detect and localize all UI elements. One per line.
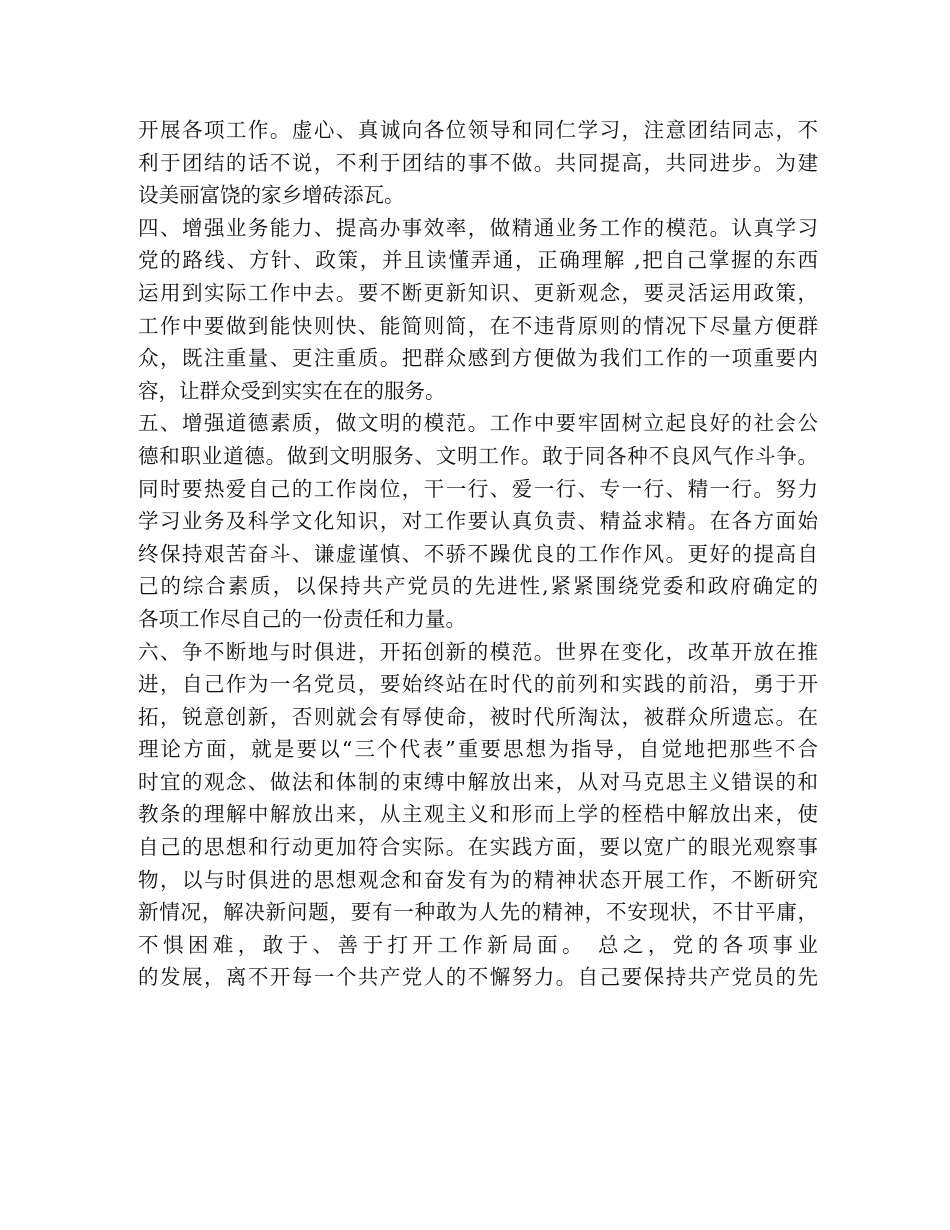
text-line: 开展各项工作。虚心、真诚向各位领导和同仁学习，注意团结同志，不 — [138, 118, 818, 142]
text-line: 进，自己作为一名党员，要始终站在时代的前列和实践的前沿，勇于开 — [138, 672, 818, 697]
text-line: 不惧困难，敢于、善于打开工作新局面。 总之，党的各项事业 — [138, 932, 818, 957]
text-line: 德和职业道德。做到文明服务、文明工作。敢于同各种不良风气作斗争。 — [138, 443, 818, 468]
text-line: 五、增强道德素质，做文明的模范。工作中要牢固树立起良好的社会公 — [138, 411, 818, 436]
document-body — [138, 114, 818, 994]
text-line: 时宜的观念、做法和体制的束缚中解放出来，从对马克思主义错误的和 — [138, 769, 818, 794]
text-line: 工作中要做到能快则快、能简则简，在不违背原则的情况下尽量方便群 — [138, 313, 818, 338]
text-line: 新情况，解决新问题，要有一种敢为人先的精神，不安现状，不甘平庸， — [138, 900, 818, 925]
text-line: 各项工作尽自己的一份责任和力量。 — [138, 606, 466, 631]
text-line: 终保持艰苦奋斗、谦虚谨慎、不骄不躁优良的工作作风。更好的提高自 — [138, 541, 818, 566]
text-line: 物，以与时俱进的思想观念和奋发有为的精神状态开展工作，不断研究 — [138, 867, 818, 892]
text-line: 己的综合素质，以保持共产党员的先进性,紧紧围绕党委和政府确定的 — [138, 574, 818, 599]
text-line: 六、争不断地与时俱进，开拓创新的模范。世界在变化，改革开放在推 — [138, 639, 818, 664]
text-line: 党的路线、方针、政策，并且读懂弄通，正确理解 ,把自己掌握的东西 — [138, 248, 818, 273]
text-line: 的发展，离不开每一个共产党人的不懈努力。自己要保持共产党员的先 — [138, 965, 818, 990]
text-line: 设美丽富饶的家乡增砖添瓦。 — [138, 183, 405, 208]
text-line: 容，让群众受到实实在在的服务。 — [138, 378, 446, 403]
text-line: 同时要热爱自己的工作岗位，干一行、爱一行、专一行、精一行。努力 — [138, 476, 818, 501]
text-line: 四、增强业务能力、提高办事效率，做精通业务工作的模范。认真学习 — [138, 215, 818, 240]
text-line: 理论方面，就是要以“三个代表”重要思想为指导，自觉地把那些不合 — [138, 737, 818, 762]
text-line: 利于团结的话不说，不利于团结的事不做。共同提高，共同进步。为建 — [138, 150, 818, 175]
text-line: 学习业务及科学文化知识，对工作要认真负责、精益求精。在各方面始 — [138, 509, 818, 534]
text-line: 拓，锐意创新，否则就会有辱使命，被时代所淘汰，被群众所遗忘。在 — [138, 704, 818, 729]
text-line: 运用到实际工作中去。要不断更新知识、更新观念，要灵活运用政策， — [138, 280, 818, 305]
text-line: 自己的思想和行动更加符合实际。在实践方面，要以宽广的眼光观察事 — [138, 835, 818, 860]
text-line: 教条的理解中解放出来，从主观主义和形而上学的桎梏中解放出来，使 — [138, 802, 818, 827]
text-line: 众，既注重量、更注重质。把群众感到方便做为我们工作的一项重要内 — [138, 346, 818, 371]
